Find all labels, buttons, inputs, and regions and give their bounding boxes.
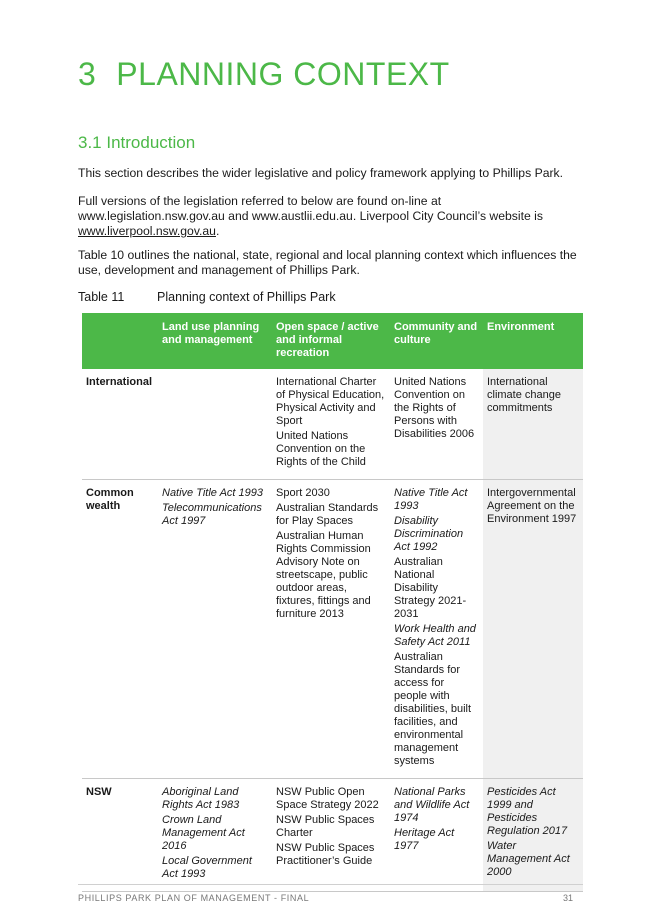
section-heading: 3.1 Introduction — [78, 133, 196, 152]
cell-item: Crown Land Management Act 2016 — [162, 814, 245, 852]
table-cell — [483, 369, 583, 480]
table-cell — [390, 480, 483, 779]
cell-item: Work Health and Safety Act 2011 — [394, 623, 476, 648]
table-row — [82, 369, 583, 480]
table-cell — [158, 480, 272, 779]
table-cell — [390, 779, 483, 892]
period: . — [215, 224, 220, 238]
header-community: Community and culture — [390, 313, 483, 369]
footer-title: PHILLIPS PARK PLAN OF MANAGEMENT - FINAL — [78, 893, 310, 903]
cell-item: United Nations Convention on the Rights of Persons with Disabilities 2006 — [394, 376, 475, 440]
legislation-paragraph — [78, 194, 578, 239]
row-label: Common wealth — [82, 480, 158, 779]
table-header-row — [82, 313, 583, 369]
table-cell — [272, 480, 390, 779]
cell-item: Australian Standards for Play Spaces — [276, 502, 379, 527]
cell-item: International climate change commitments — [487, 376, 561, 414]
cell-item: National Parks and Wildlife Act 1974 — [394, 786, 470, 824]
chapter-number: 3 — [78, 56, 97, 92]
council-website-link[interactable]: www.liverpool.nsw.gov.au — [78, 224, 216, 238]
cell-item: NSW Public Spaces Charter — [276, 814, 375, 839]
cell-item: Telecommunications Act 1997 — [162, 502, 262, 527]
chapter-title: PLANNING CONTEXT — [116, 56, 450, 92]
table-row — [82, 480, 583, 779]
cell-item: Native Title Act 1993 — [162, 487, 263, 499]
chapter-heading — [78, 56, 450, 93]
cell-item: NSW Public Open Space Strategy 2022 — [276, 786, 379, 811]
cell-item: Heritage Act 1977 — [394, 827, 455, 852]
header-blank — [82, 313, 158, 369]
cell-item: Water Management Act 2000 — [487, 840, 570, 878]
planning-context-table — [82, 313, 583, 892]
table-title: Planning context of Phillips Park — [157, 290, 336, 304]
cell-item: International Charter of Physical Education, Physical Activity and Sport — [276, 376, 385, 427]
table-cell — [158, 369, 272, 480]
row-label: International — [82, 369, 158, 480]
header-environment: Environment — [483, 313, 583, 369]
cell-item: Disability Discrimination Act 1992 — [394, 515, 464, 553]
legislation-line-2: www.legislation.nsw.gov.au and www.austlii.edu.au. Liverpool City Council’s website is — [78, 209, 543, 223]
intro-paragraph: This section describes the wider legislative and policy framework applying to Phillips Park. — [78, 166, 564, 180]
table-number: Table 11 — [78, 290, 125, 304]
table-cell — [390, 369, 483, 480]
row-label: NSW — [82, 779, 158, 892]
table-cell — [483, 480, 583, 779]
cell-item: Intergovernmental Agreement on the Environment 1997 — [487, 487, 577, 525]
context-paragraph: Table 10 outlines the national, state, regional and local planning context which influences the use, development and management of Phillips Park. — [78, 248, 577, 277]
table-cell — [272, 779, 390, 892]
cell-item: Sport 2030 — [276, 487, 330, 499]
table-cell — [272, 369, 390, 480]
footer-divider — [78, 884, 583, 885]
header-land-use: Land use planning and management — [158, 313, 272, 369]
header-open-space: Open space / active and informal recreation — [272, 313, 390, 369]
cell-item: NSW Public Spaces Practitioner’s Guide — [276, 842, 375, 867]
cell-item: Native Title Act 1993 — [394, 487, 468, 512]
cell-item: United Nations Convention on the Rights of the Child — [276, 430, 366, 468]
table-cell — [483, 779, 583, 892]
cell-item: Australian Standards for access for people with disabilities, built facilities, and environmental management systems — [394, 651, 472, 767]
page-number: 31 — [563, 893, 574, 903]
legislation-line-1: Full versions of the legislation referred to below are found on-line at — [78, 194, 442, 208]
table-cell — [158, 779, 272, 892]
table-row — [82, 779, 583, 892]
cell-item: Aboriginal Land Rights Act 1983 — [162, 786, 240, 811]
table-caption — [78, 290, 336, 304]
cell-item: Australian National Disability Strategy 2021-2031 — [394, 556, 467, 620]
cell-item: Australian Human Rights Commission Advisory Note on streetscape, public outdoor areas, fixtures, fittings and furniture 2013 — [276, 530, 371, 620]
cell-item: Local Government Act 1993 — [162, 855, 252, 880]
cell-item: Pesticides Act 1999 and Pesticides Regulation 2017 — [487, 786, 568, 837]
